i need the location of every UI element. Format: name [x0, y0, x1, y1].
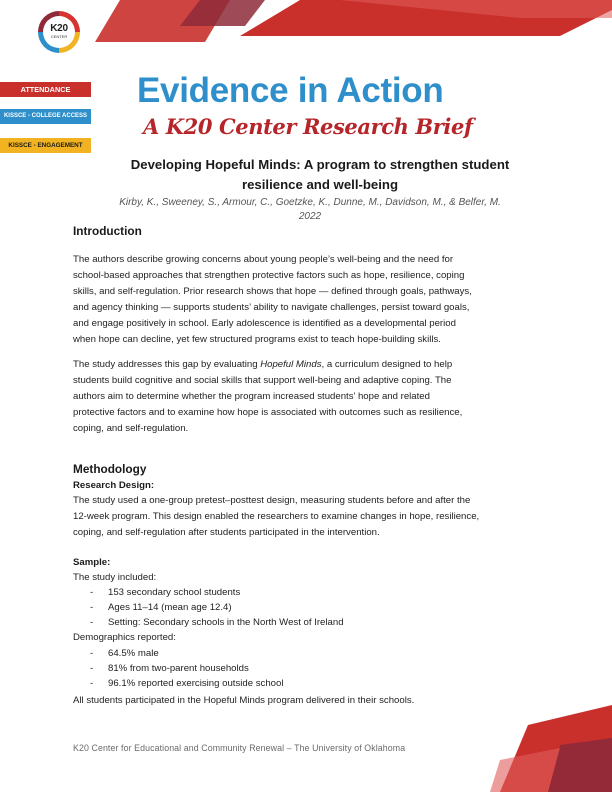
- research-design-line: 12-week program. This design enabled the researchers to examine changes in hope, resilience,: [73, 511, 480, 522]
- list-item-text: 81% from two-parent households: [108, 663, 249, 674]
- tag-kissce-engagement: KISSCE - ENGAGEMENT: [0, 138, 91, 153]
- intro-p2-line: protective factors and to examine how hope is associated with outcomes such as resilience,: [73, 407, 463, 418]
- study-included-label: The study included:: [73, 572, 157, 583]
- list-item: [90, 663, 249, 674]
- intro-p2-line: coping, and self-regulation.: [73, 423, 189, 434]
- sample-label: Sample:: [73, 557, 111, 568]
- tag-attendance: ATTENDANCE: [0, 82, 91, 97]
- demographics-label: Demographics reported:: [73, 632, 176, 643]
- bullet-dash: -: [90, 663, 94, 674]
- document-title: [100, 155, 540, 195]
- tag-kissce-college-access: KISSCE - COLLEGE ACCESS: [0, 109, 91, 124]
- list-item: [90, 602, 232, 613]
- bullet-dash: -: [90, 602, 94, 613]
- list-item-text: Setting: Secondary schools in the North West of Ireland: [108, 617, 344, 628]
- authors-citation: [95, 196, 525, 224]
- page-footer: K20 Center for Educational and Community Renewal – The University of Oklahoma: [73, 743, 406, 753]
- bullet-dash: -: [90, 587, 94, 598]
- intro-p2-start: The study addresses this gap by evaluating: [73, 359, 261, 370]
- list-item: [90, 648, 159, 659]
- methodology-heading: Methodology: [73, 462, 147, 476]
- intro-p2-line: authors aim to determine whether the program increased students’ hope and related: [73, 391, 430, 402]
- list-item-text: 153 secondary school students: [108, 587, 241, 598]
- intro-p1-line: and engage positively in school. Early adolescence is identified as a developmental period: [73, 318, 456, 329]
- list-item: [90, 678, 283, 689]
- bullet-dash: -: [90, 648, 94, 659]
- research-design-line: coping, and self-regulation after students participated in the intervention.: [73, 527, 380, 538]
- list-item-text: 96.1% reported exercising outside school: [108, 678, 284, 689]
- publication-year: 2022: [298, 211, 322, 222]
- introduction-paragraph-1: [73, 252, 543, 348]
- program-name-italic: Hopeful Minds: [260, 359, 322, 370]
- list-item-text: 64.5% male: [108, 648, 159, 659]
- intro-p1-line: school-based approaches that strengthen protective factors such as hope, resilience, coping: [73, 270, 465, 281]
- list-item: [90, 617, 344, 628]
- research-design-paragraph: [73, 493, 543, 541]
- k20-logo: [38, 11, 80, 53]
- introduction-paragraph-2: [73, 357, 543, 437]
- intro-p1-line: The authors describe growing concerns about young people’s well-being and the need for: [73, 254, 454, 265]
- list-item: [90, 587, 240, 598]
- bullet-dash: -: [90, 617, 94, 628]
- page-title: Evidence in Action: [137, 71, 444, 110]
- research-design-line: The study used a one-group pretest–posttest design, measuring students before and after the: [73, 495, 471, 506]
- introduction-heading: Introduction: [73, 224, 142, 238]
- logo-inner: [43, 16, 75, 48]
- research-design-label: Research Design:: [73, 480, 155, 491]
- list-item-text: Ages 11–14 (mean age 12.4): [108, 602, 232, 613]
- intro-p1-line: skills, and self-regulation. Prior research shows that hope — defined through goals, pathways,: [73, 286, 472, 297]
- authors-line-1: Kirby, K., Sweeney, S., Armour, C., Goetzke, K., Dunne, M., Davidson, M., & Belfer, M.: [119, 197, 501, 208]
- document-title-line-2: resilience and well-being: [241, 177, 399, 192]
- closing-statement: All students participated in the Hopeful Minds program delivered in their schools.: [73, 695, 415, 706]
- document-title-line-1: Developing Hopeful Minds: A program to strengthen student: [130, 157, 510, 172]
- intro-p1-line: when hope can decline, yet few structured programs exist to teach hope-building skills.: [73, 334, 441, 345]
- logo-subtext: CENTER: [50, 34, 68, 39]
- intro-p1-line: and agency thinking — supports students’ ability to navigate challenges, persist toward goals,: [73, 302, 470, 313]
- page-subtitle: A K20 Center Research Brief: [143, 114, 473, 139]
- logo-text: K20: [50, 23, 68, 34]
- bullet-dash: -: [90, 678, 94, 689]
- intro-p2-end: , a curriculum designed to help: [321, 359, 453, 370]
- intro-p2-first-line: [73, 357, 543, 373]
- intro-p2-line: students build cognitive and social skills that support well-being and adaptive coping. The: [73, 375, 452, 386]
